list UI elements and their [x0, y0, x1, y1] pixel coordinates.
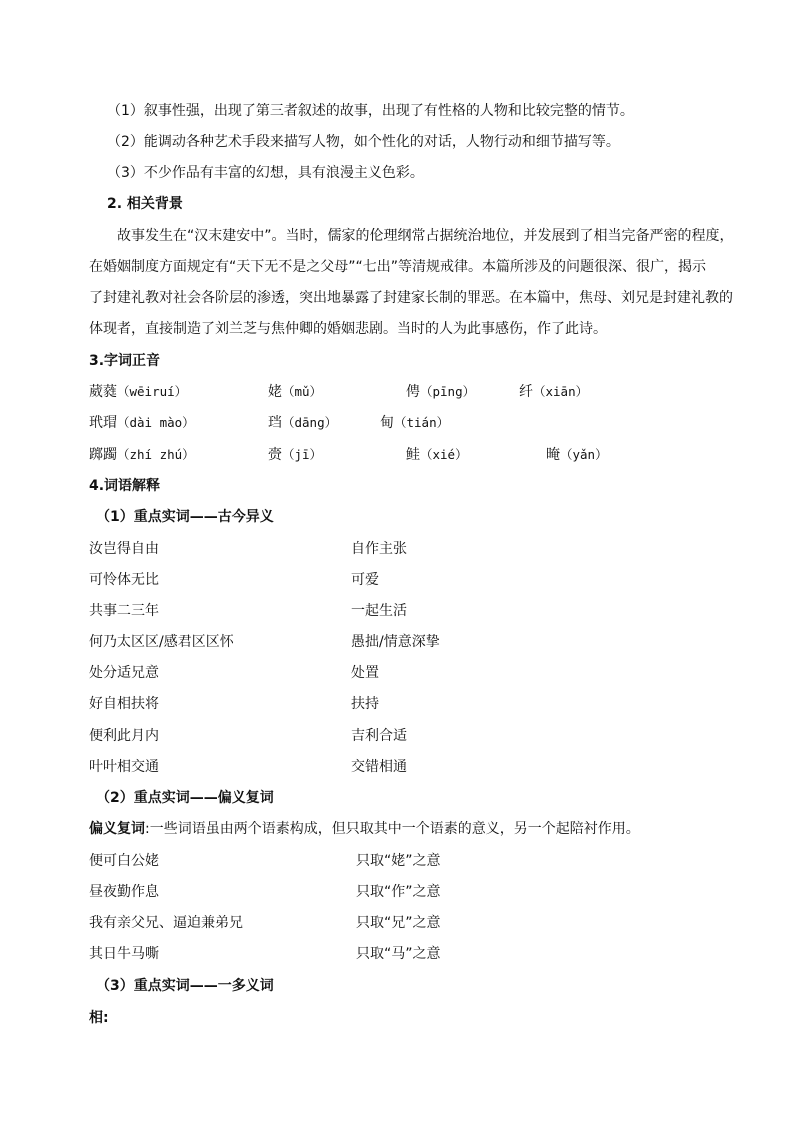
entry-char: 赍 — [268, 447, 282, 463]
entry-pinyin: （yǎn） — [560, 447, 608, 462]
entry-char: 踯躅 — [89, 447, 117, 463]
entry-pinyin: （pīng） — [420, 384, 476, 399]
paragraph-line-4: 体现者，直接制造了刘兰芝与焦仲卿的婚姻悲剧。当时的人为此事感伤，作了此诗。 — [89, 321, 607, 337]
vocab-meaning: 交错相通 — [351, 759, 407, 775]
entry-char: 晻 — [546, 447, 560, 463]
entry-char: 鲑 — [406, 447, 420, 463]
pronunciation-entry — [406, 382, 475, 402]
entry-pinyin: （wēiruí） — [117, 384, 188, 399]
entry-char: 珰 — [268, 415, 282, 431]
feature-item-1: （1）叙事性强，出现了第三者叙述的故事，出现了有性格的人物和比较完整的情节。 — [107, 103, 634, 119]
entry-pinyin: （mǔ） — [282, 384, 323, 399]
section-heading-pronunciation: 3.字词正音 — [89, 353, 161, 369]
vocab-meaning: 只取“马”之意 — [356, 946, 441, 962]
subheading-ancient-modern: （1）重点实词——古今异义 — [96, 509, 274, 525]
vocab-meaning: 自作主张 — [351, 541, 407, 557]
entry-pinyin: （dài mào） — [117, 415, 195, 430]
vocab-meaning: 可爱 — [351, 572, 379, 588]
section-heading-vocabulary: 4.词语解释 — [89, 478, 161, 494]
entry-pinyin: （xiān） — [533, 384, 589, 399]
paragraph-line-3: 了封建礼教对社会各阶层的渗透，突出地暴露了封建家长制的罪恶。在本篇中，焦母、刘兄是封建礼教的 — [89, 290, 733, 306]
entry-char: 俜 — [406, 384, 420, 400]
entry-pinyin: （xié） — [420, 447, 468, 462]
vocab-meaning: 只取“作”之意 — [356, 884, 441, 900]
subheading-partial-compound: （2）重点实词——偏义复词 — [96, 790, 274, 806]
definition-line — [89, 819, 640, 839]
vocab-meaning: 处置 — [351, 665, 379, 681]
vocab-meaning: 一起生活 — [351, 603, 407, 619]
pronunciation-entry — [546, 445, 608, 465]
entry-char: 甸 — [380, 415, 394, 431]
vocab-phrase: 何乃太区区/感君区区怀 — [89, 634, 234, 650]
vocab-meaning: 只取“姥”之意 — [356, 853, 441, 869]
vocab-phrase: 便利此月内 — [89, 728, 159, 744]
vocab-phrase: 昼夜勤作息 — [89, 884, 159, 900]
vocab-meaning: 只取“兄”之意 — [356, 915, 441, 931]
vocab-phrase: 可怜体无比 — [89, 572, 159, 588]
entry-pinyin: （jī） — [282, 447, 323, 462]
pronunciation-entry — [89, 382, 187, 402]
pronunciation-entry — [268, 413, 337, 433]
pronunciation-entry — [268, 445, 322, 465]
entry-char: 姥 — [268, 384, 282, 400]
pronunciation-entry — [268, 382, 322, 402]
vocab-phrase: 我有亲父兄、逼迫兼弟兄 — [89, 915, 243, 931]
pronunciation-entry — [519, 382, 588, 402]
definition-text: :一些词语虽由两个语素构成，但只取其中一个语素的意义，另一个起陪衬作用。 — [145, 821, 640, 837]
entry-char: 纤 — [519, 384, 533, 400]
entry-char: 葳蕤 — [89, 384, 117, 400]
vocab-phrase: 其日牛马嘶 — [89, 946, 159, 962]
vocab-phrase: 共事二三年 — [89, 603, 159, 619]
feature-item-2: （2）能调动各种艺术手段来描写人物，如个性化的对话，人物行动和细节描写等。 — [107, 134, 620, 150]
vocab-phrase: 处分适兄意 — [89, 665, 159, 681]
vocab-phrase: 叶叶相交通 — [89, 759, 159, 775]
vocab-meaning: 愚拙/情意深挚 — [351, 634, 440, 650]
pronunciation-entry — [406, 445, 468, 465]
vocab-meaning: 扶持 — [351, 696, 379, 712]
feature-item-3: （3）不少作品有丰富的幻想，具有浪漫主义色彩。 — [107, 165, 424, 181]
paragraph-line-1: 故事发生在“汉末建安中”。当时，儒家的伦理纲常占据统治地位，并发展到了相当完备严密的程度， — [117, 228, 734, 244]
pronunciation-entry — [89, 413, 195, 433]
subheading-polysemy: （3）重点实词——一多义词 — [96, 978, 274, 994]
polysemy-term: 相: — [89, 1010, 109, 1026]
paragraph-line-2: 在婚姻制度方面规定有“天下无不是之父母”“七出”等清规戒律。本篇所涉及的问题很深、很广，揭示 — [89, 259, 707, 275]
vocab-phrase: 便可白公姥 — [89, 853, 159, 869]
entry-char: 玳瑁 — [89, 415, 117, 431]
entry-pinyin: （dāng） — [282, 415, 338, 430]
pronunciation-entry — [380, 413, 449, 433]
entry-pinyin: （zhí zhú） — [117, 447, 195, 462]
vocab-phrase: 好自相扶将 — [89, 696, 159, 712]
vocab-phrase: 汝岂得自由 — [89, 541, 159, 557]
pronunciation-entry — [89, 445, 195, 465]
vocab-meaning: 吉利合适 — [351, 728, 407, 744]
definition-term: 偏义复词 — [89, 821, 145, 837]
entry-pinyin: （tián） — [394, 415, 450, 430]
section-heading-background: 2. 相关背景 — [107, 196, 183, 212]
